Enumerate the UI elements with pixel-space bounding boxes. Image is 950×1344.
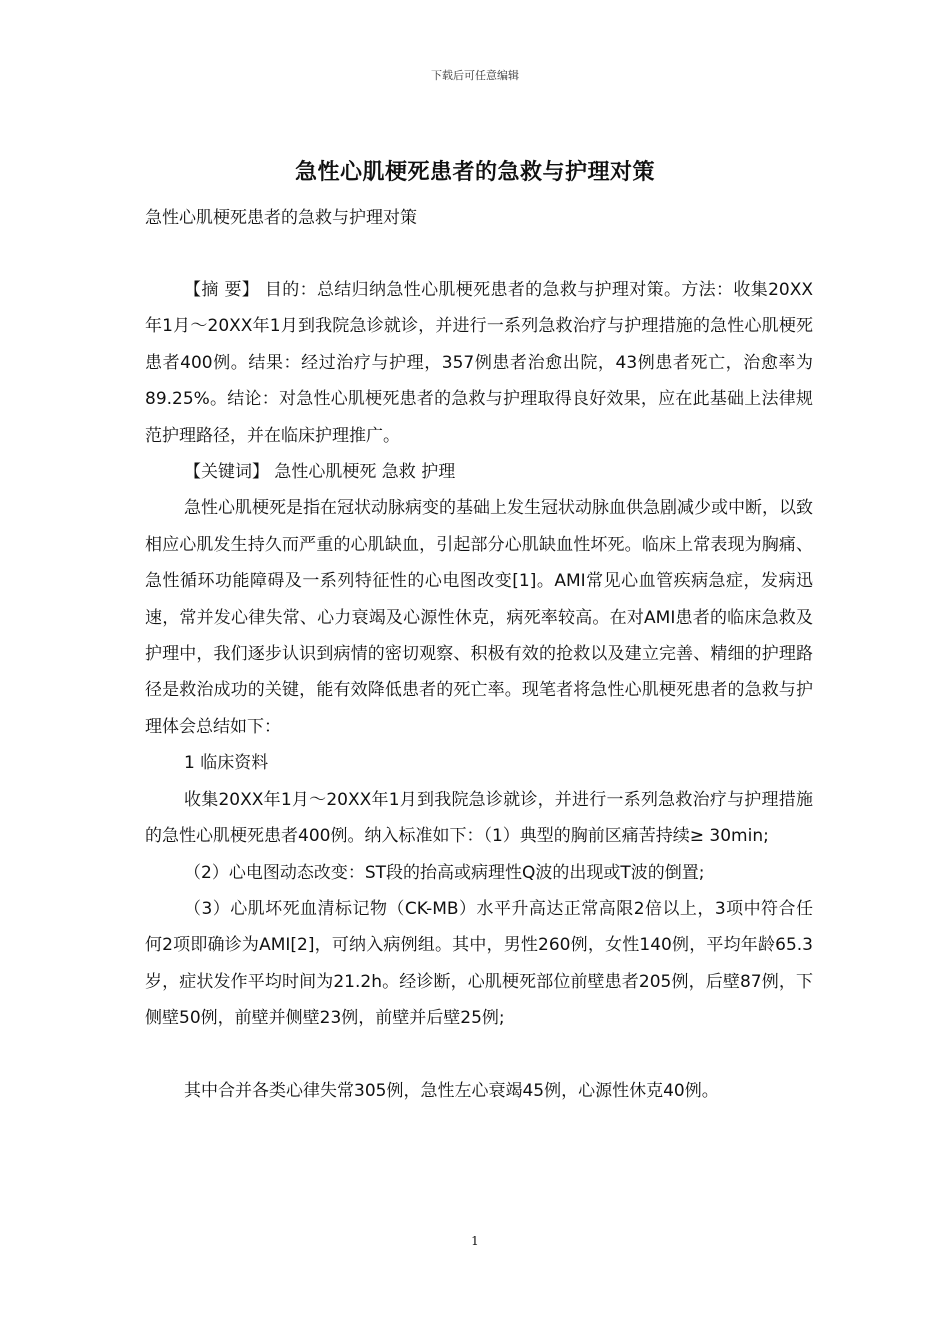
abstract-paragraph: 【摘 要】 目的：总结归纳急性心肌梗死患者的急救与护理对策。方法：收集20XX年1月～20XX年1月到我院急诊就诊，并进行一系列急救治疗与护理措施的急性心肌梗死患者400例。结果：经过治疗与护理，357例患者治愈出院，43例患者死亡，治愈率为89.25%。结论：对急性心肌梗死患者的急救与护理取得良好效果，应在此基础上法律规范护理路径，并在临床护理推广。 <box>145 280 813 446</box>
criteria-item-2: （2）心电图动态改变：ST段的抬高或病理性Q波的出现或T波的倒置; <box>184 862 705 883</box>
document-body <box>145 272 813 1109</box>
intro-paragraph: 急性心肌梗死是指在冠状动脉病变的基础上发生冠状动脉血供急剧减少或中断，以致相应心肌发生持久而严重的心肌缺血，引起部分心肌缺血性坏死。临床上常表现为胸痛、急性循环功能障碍及一系列特征性的心电图改变[1]。AMI常见心血管疾病急症，发病迅速，常并发心律失常、心力衰竭及心源性休克，病死率较高。在对AMI患者的临床急救及护理中，我们逐步认识到病情的密切观察、积极有效的抢救以及建立完善、精细的护理路径是救治成功的关键，能有效降低患者的死亡率。现笔者将急性心肌梗死患者的急救与护理体会总结如下： <box>145 498 813 737</box>
criteria-item-3: （3）心肌坏死血清标记物（CK-MB）水平升高达正常高限2倍以上，3项中符合任何2项即确诊为AMI[2]，可纳入病例组。其中，男性260例，女性140例，平均年龄65.3岁，症状发作平均时间为21.2h。经诊断，心肌梗死部位前壁患者205例，后壁87例，下侧壁50例，前壁并侧壁23例，前壁并后壁25例; <box>145 898 813 1029</box>
section-heading-clinical-data: 1 临床资料 <box>184 753 269 774</box>
clinical-data-paragraph: 收集20XX年1月～20XX年1月到我院急诊就诊，并进行一系列急救治疗与护理措施的急性心肌梗死患者400例。纳入标准如下：（1）典型的胸前区痛苦持续≥ 30min; <box>145 789 813 847</box>
complications-paragraph: 其中合并各类心律失常305例，急性左心衰竭45例，心源性休克40例。 <box>184 1080 719 1101</box>
document-subtitle: 急性心肌梗死患者的急救与护理对策 <box>145 208 417 228</box>
document-title: 急性心肌梗死患者的急救与护理对策 <box>294 160 655 185</box>
keywords-paragraph: 【关键词】 急性心肌梗死 急救 护理 <box>184 462 456 483</box>
page-number: 1 <box>471 1234 479 1248</box>
header-note: 下载后可任意编辑 <box>431 69 519 82</box>
